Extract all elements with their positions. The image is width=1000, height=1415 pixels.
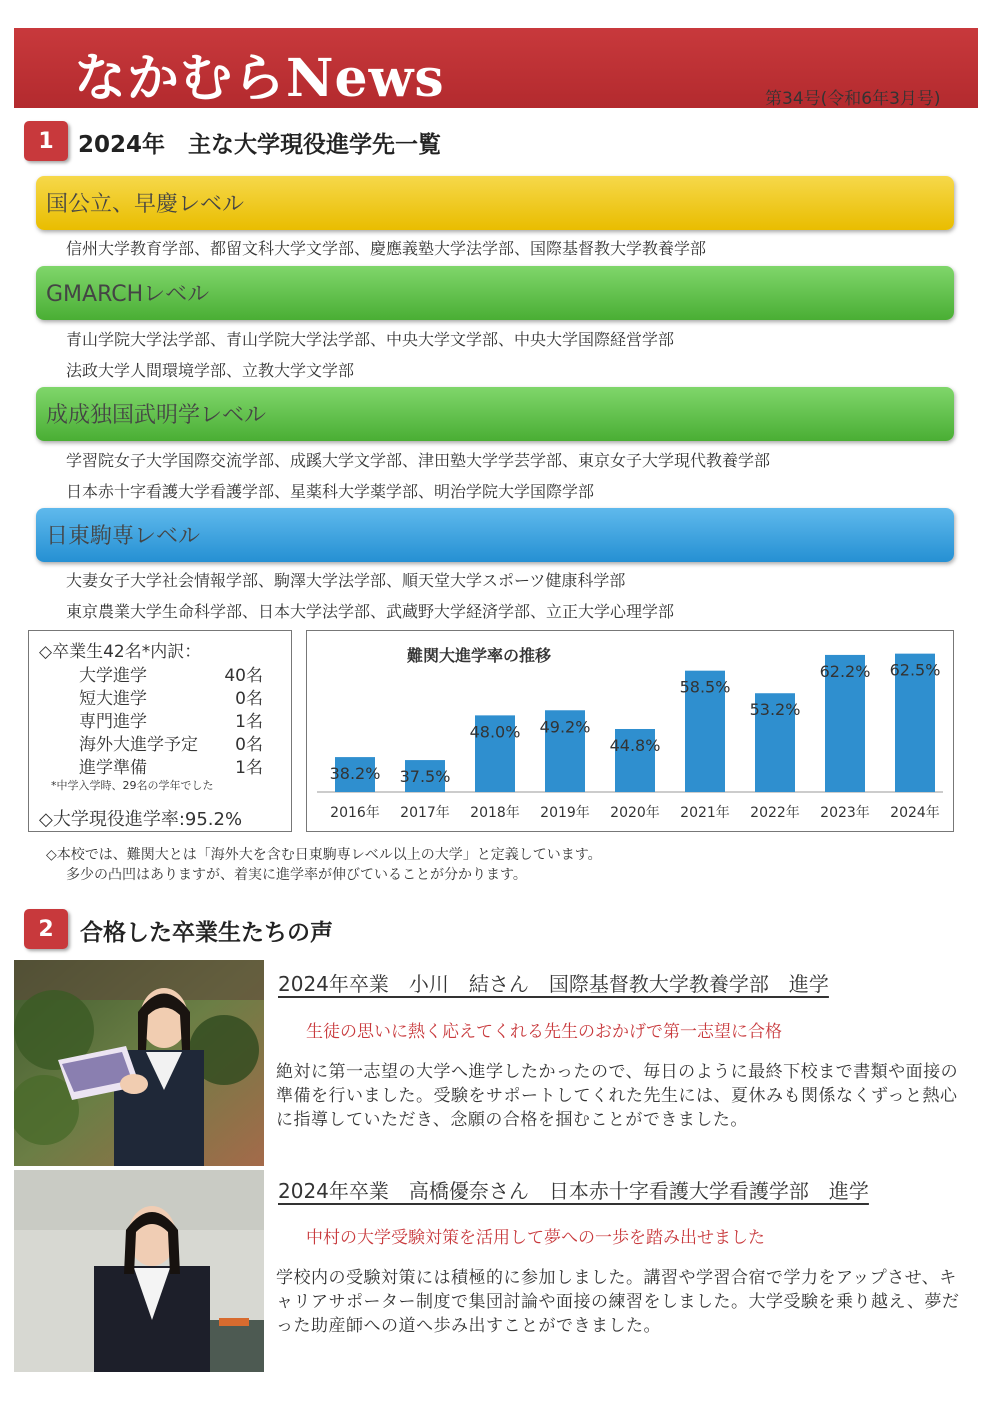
summary-title: ◇卒業生42名*内訳： — [39, 642, 202, 662]
chart-tick-label: 2019年 — [540, 805, 590, 821]
university-list-line: 青山学院大学法学部、青山学院大学法学部、中央大学文学部、中央大学国際経営学部 — [66, 330, 675, 349]
student-photo-1-image — [14, 960, 264, 1166]
summary-row-label: 進学準備 — [79, 758, 147, 778]
summary-row-value: 1名 — [235, 758, 263, 778]
level-bar-nittokomasen — [36, 508, 954, 562]
level-label: 国公立、早慶レベル — [46, 192, 245, 217]
section-2-title: 合格した卒業生たちの声 — [80, 920, 333, 946]
summary-row-value: 1名 — [235, 712, 263, 732]
university-list-line: 大妻女子大学社会情報学部、駒澤大学法学部、順天堂大学スポーツ健康科学部 — [66, 571, 626, 590]
level-label: 成成独国武明学レベル — [46, 403, 267, 428]
summary-row-label: 海外大進学予定 — [79, 735, 198, 755]
university-list-line: 信州大学教育学部、都留文科大学文学部、慶應義塾大学法学部、国際基督教大学教養学部 — [66, 239, 707, 258]
masthead-title: なかむらNews — [74, 48, 445, 109]
summary-row-value: 40名 — [224, 666, 263, 686]
level-bar-seisei — [36, 387, 954, 441]
chart-title: 難関大進学率の推移 — [407, 646, 552, 665]
graduate-summary-box — [28, 630, 292, 832]
chart-data-label: 62.5% — [889, 660, 941, 680]
chart-tick-label: 2024年 — [890, 805, 940, 821]
chart-data-label: 53.2% — [749, 700, 801, 720]
chart-data-label: 38.2% — [329, 764, 381, 784]
chart-data-label: 58.5% — [679, 677, 731, 697]
chart-tick-label: 2017年 — [400, 805, 450, 821]
student-photo-1 — [14, 960, 264, 1166]
level-label: 日東駒専レベル — [46, 524, 201, 549]
section-1-number: 1 — [24, 121, 68, 161]
level-label: GMARCHレベル — [46, 282, 210, 307]
chart-data-label: 37.5% — [399, 767, 451, 787]
summary-row-value: 0名 — [235, 689, 263, 709]
chart-data-label: 62.2% — [819, 661, 871, 681]
testimonial-2-heading: 2024年卒業 高橋優奈さん 日本赤十字看護大学看護学部 進学 — [278, 1179, 869, 1203]
chart-svg — [307, 631, 953, 831]
university-list-line: 東京農業大学生命科学部、日本大学法学部、武蔵野大学経済学部、立正大学心理学部 — [66, 602, 675, 621]
chart-tick-label: 2016年 — [330, 805, 380, 821]
chart-tick-label: 2020年 — [610, 805, 660, 821]
level-bar-gmarch — [36, 266, 954, 320]
section-1-title: 2024年 主な大学現役進学先一覧 — [78, 132, 442, 158]
university-list-line: 法政大学人間環境学部、立教大学文学部 — [66, 361, 355, 380]
chart-tick-label: 2022年 — [750, 805, 800, 821]
issue-number: 第34号(令和6年3月号) — [765, 89, 941, 109]
student-photo-2-image — [14, 1170, 264, 1372]
summary-row-value: 0名 — [235, 735, 263, 755]
chart-data-label: 49.2% — [539, 717, 591, 737]
university-list-line: 学習院女子大学国際交流学部、成蹊大学文学部、津田塾大学学芸学部、東京女子大学現代教養学部 — [66, 451, 771, 470]
testimonial-1-catchphrase: 生徒の思いに熱く応えてくれる先生のおかげで第一志望に合格 — [306, 1022, 782, 1042]
summary-row-label: 専門進学 — [79, 712, 147, 732]
chart-note: 多少の凸凹はありますが、着実に進学率が伸びていることが分かります。 — [66, 867, 527, 883]
chart-tick-label: 2018年 — [470, 805, 520, 821]
testimonial-1-body: 絶対に第一志望の大学へ進学したかったので、毎日のように最終下校まで書類や面接の準備を行いました。受験をサポートしてくれた先生には、夏休みも関係なくずっと熱心に指導していただき、念願の合格を掴むことができました。 — [276, 1062, 959, 1130]
chart-note: ◇本校では、難関大とは「海外大を含む日東駒専レベル以上の大学」と定義しています。 — [46, 847, 602, 863]
summary-rate: ◇大学現役進学率:95.2% — [39, 809, 243, 830]
level-bar-national — [36, 176, 954, 230]
chart-tick-label: 2021年 — [680, 805, 730, 821]
chart-data-label: 44.8% — [609, 735, 661, 755]
admission-rate-chart — [306, 630, 954, 832]
summary-footnote: *中学入学時、29名の学年でした — [51, 779, 214, 792]
summary-row-label: 短大進学 — [79, 689, 147, 709]
testimonial-2-catchphrase: 中村の大学受験対策を活用して夢への一歩を踏み出せました — [306, 1228, 765, 1248]
testimonial-2-body: 学校内の受験対策には積極的に参加しました。講習や学習合宿で学力をアップさせ、キャリアサポーター制度で集団討論や面接の練習をしました。大学受験を乗り越え、夢だった助産師への道へ歩み出すことができました。 — [276, 1268, 960, 1336]
summary-row-label: 大学進学 — [79, 666, 147, 686]
university-list-line: 日本赤十字看護大学看護学部、星薬科大学薬学部、明治学院大学国際学部 — [66, 482, 595, 501]
testimonial-1-heading: 2024年卒業 小川 結さん 国際基督教大学教養学部 進学 — [278, 972, 829, 996]
student-photo-2 — [14, 1170, 264, 1372]
chart-data-label: 48.0% — [469, 722, 521, 742]
chart-tick-label: 2023年 — [820, 805, 870, 821]
section-2-number: 2 — [24, 909, 68, 949]
